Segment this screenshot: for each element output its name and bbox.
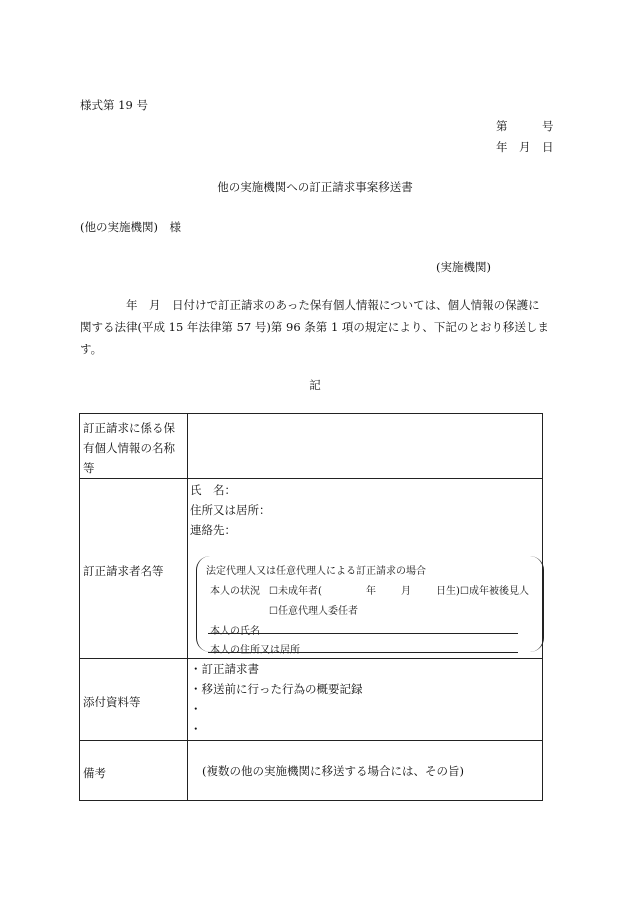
transfer-details-table (79, 413, 543, 801)
birth-year-label: 年 (366, 586, 376, 597)
attachment-item: ・移送前に行った行為の概要記録 (190, 682, 363, 696)
body-line-2: 関する法律(平成 15 年法律第 57 号)第 96 条第 1 項の規定により、下記のとおり移送しま (80, 320, 549, 334)
attachments-label: 添付資料等 (80, 659, 188, 741)
body-line-1: 年 月 日付けで訂正請求のあった保有個人情報については、個人情報の保護に (80, 298, 540, 312)
name-field-label: 氏 名： (190, 483, 236, 497)
remarks-label: 備考 (80, 741, 188, 801)
info-name-label: 訂正請求に係る保有個人情報の名称等 (80, 414, 188, 479)
info-name-cell (188, 414, 543, 479)
day-label: 日 (542, 140, 554, 154)
person-name-label: 本人の氏名 (210, 626, 260, 637)
attachment-item: ・訂正請求書 (190, 662, 259, 676)
agent-request-title: 法定代理人又は任意代理人による訂正請求の場合 (206, 566, 426, 577)
addressee: (他の実施機関) 様 (80, 220, 181, 234)
table-row (80, 479, 543, 659)
ki-heading: 記 (309, 378, 321, 392)
body-text (80, 294, 558, 360)
delegator-checkbox: ☐任意代理人委任者 (269, 606, 358, 617)
person-status-label: 本人の状況 (210, 586, 260, 597)
body-line-3: す。 (80, 342, 103, 356)
adult-ward-checkbox: ☐成年被後見人 (460, 586, 529, 597)
requester-cell (188, 479, 543, 659)
requester-label: 訂正請求者名等 (80, 479, 188, 659)
address-field-label: 住所又は居所： (190, 503, 271, 517)
attachment-item: ・ (190, 722, 202, 736)
month-label: 月 (519, 140, 531, 154)
contact-field-label: 連絡先： (190, 523, 236, 537)
remarks-text: (複数の他の実施機関に移送する場合には、その旨) (202, 764, 464, 778)
birth-day-label: 日生) (436, 586, 460, 597)
attachment-item: ・ (190, 702, 202, 716)
sender: (実施機関) (436, 260, 491, 274)
table-row (80, 659, 543, 741)
minor-checkbox: ☐未成年者( (269, 586, 322, 597)
person-address-underline (208, 652, 518, 653)
table-row (80, 414, 543, 479)
person-name-underline (208, 633, 518, 634)
dai-label: 第 (496, 119, 508, 133)
attachments-cell (188, 659, 543, 741)
birth-month-label: 月 (401, 586, 411, 597)
table-row (80, 741, 543, 801)
document-title: 他の実施機関への訂正請求事案移送書 (217, 180, 413, 194)
form-number: 様式第 19 号 (80, 98, 148, 112)
year-label: 年 (496, 140, 508, 154)
person-address-label: 本人の住所又は居所 (210, 645, 300, 656)
go-label: 号 (542, 119, 554, 133)
remarks-cell (188, 741, 543, 801)
